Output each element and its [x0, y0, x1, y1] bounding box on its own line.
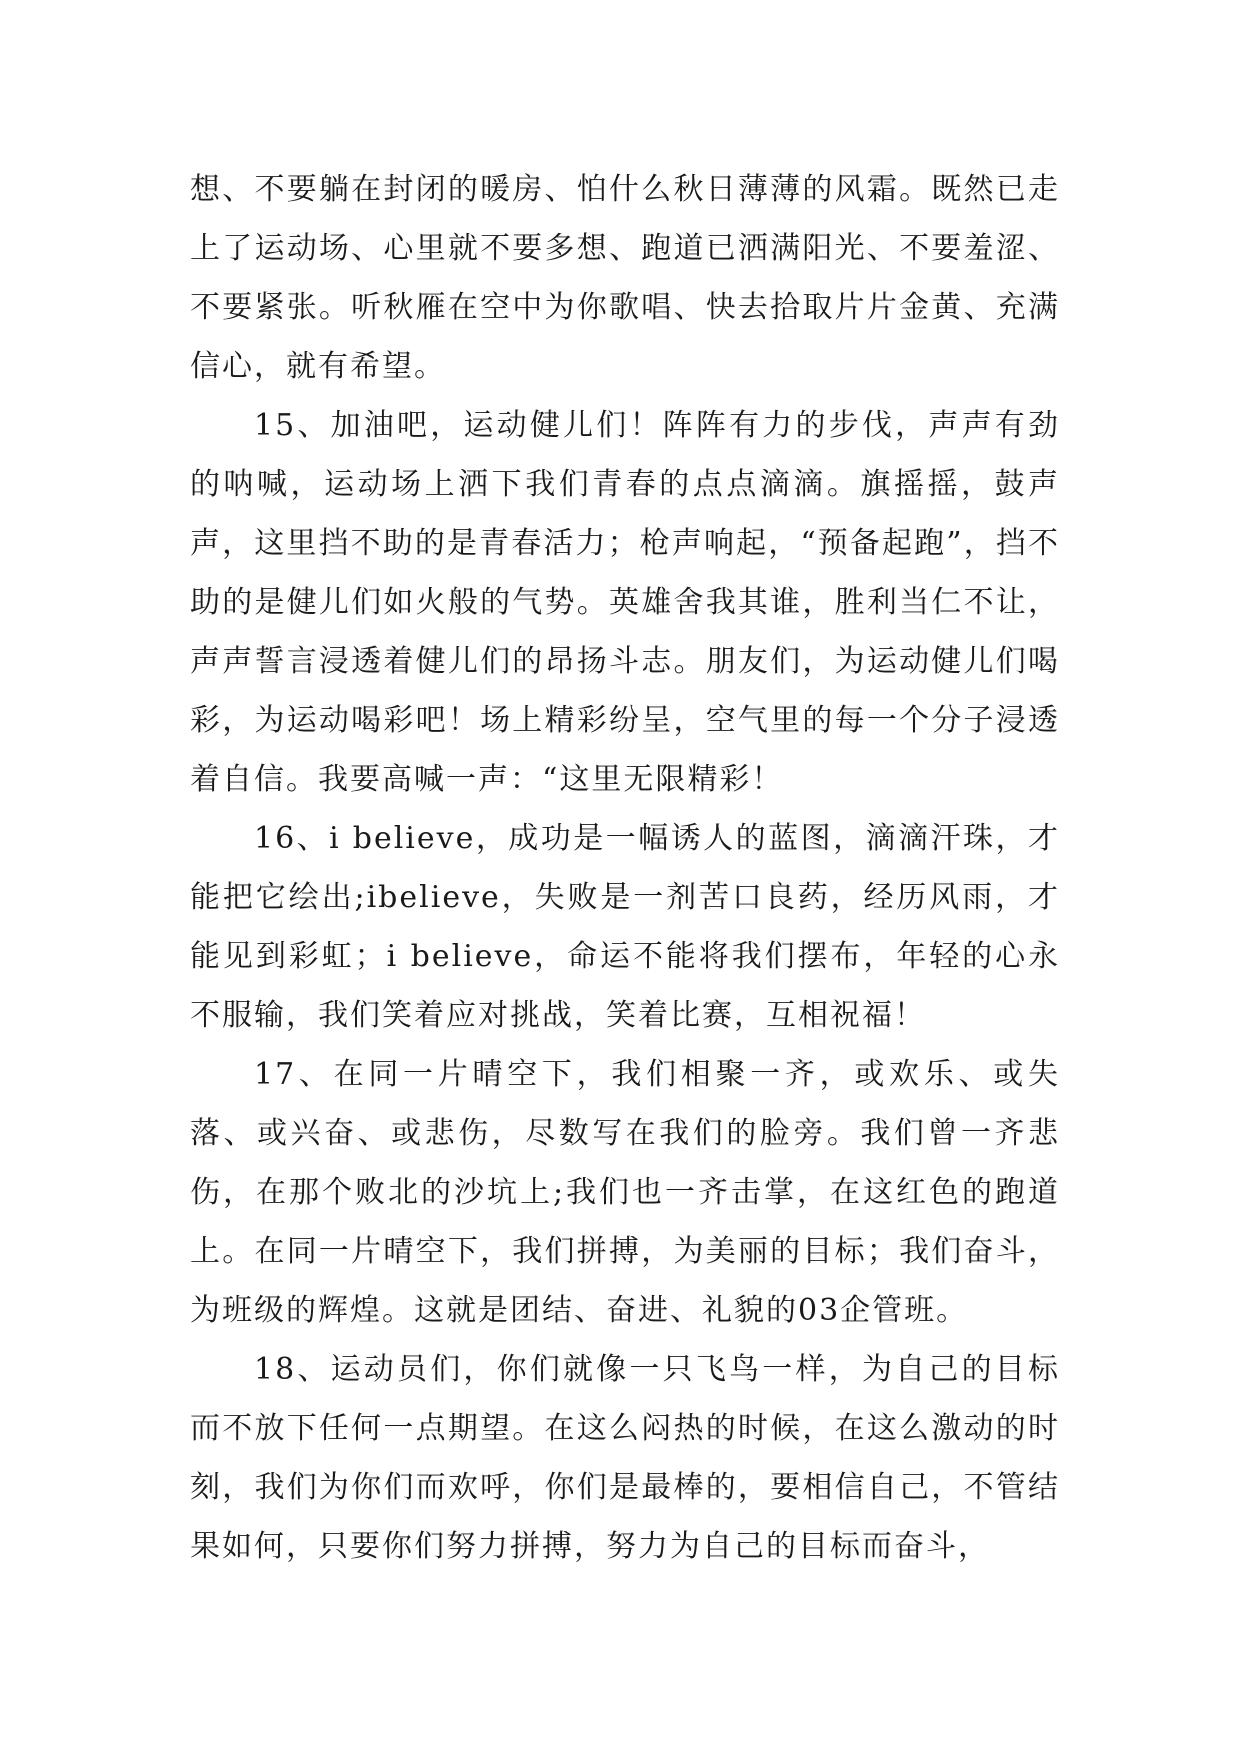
paragraph-18: 18、运动员们，你们就像一只飞鸟一样，为自己的目标而不放下任何一点期望。在这么闷热的时候，在这么激动的时刻，我们为你们而欢呼，你们是最棒的，要相信自己，不管结果如何，只要你们努力拼搏，努力为自己的目标而奋斗， — [190, 1352, 1060, 1564]
paragraph-17: 17、在同一片晴空下，我们相聚一齐，或欢乐、或失落、或兴奋、或悲伤，尽数写在我们的脸旁。我们曾一齐悲伤，在那个败北的沙坑上;我们也一齐击掌，在这红色的跑道上。在同一片晴空下，我们拼搏，为美丽的目标；我们奋斗，为班级的辉煌。这就是团结、奋进、礼貌的03企管班。 — [190, 1057, 1060, 1328]
paragraph-continuation: 想、不要躺在封闭的暖房、怕什么秋日薄薄的风霜。既然已走上了运动场、心里就不要多想、跑道已洒满阳光、不要羞涩、不要紧张。听秋雁在空中为你歌唱、快去拾取片片金黄、充满信心，就有希望。 — [190, 172, 1060, 384]
paragraph-15: 15、加油吧，运动健儿们！阵阵有力的步伐，声声有劲的呐喊，运动场上洒下我们青春的点点滴滴。旗摇摇，鼓声声，这里挡不助的是青春活力；枪声响起，“预备起跑”，挡不助的是健儿们如火般的气势。英雄舍我其谁，胜利当仁不让，声声誓言浸透着健儿们的昂扬斗志。朋友们，为运动健儿们喝彩，为运动喝彩吧！场上精彩纷呈，空气里的每一个分子浸透着自信。我要高喊一声：“这里无限精彩！ — [190, 408, 1060, 797]
paragraph-16: 16、i believe，成功是一幅诱人的蓝图，滴滴汗珠，才能把它绘出;ibelieve，失败是一剂苦口良药，经历风雨，才能见到彩虹；i believe，命运不能将我们摆布，年轻的心永不服输，我们笑着应对挑战，笑着比赛，互相祝福！ — [190, 821, 1060, 1033]
document-body — [190, 160, 1060, 1576]
